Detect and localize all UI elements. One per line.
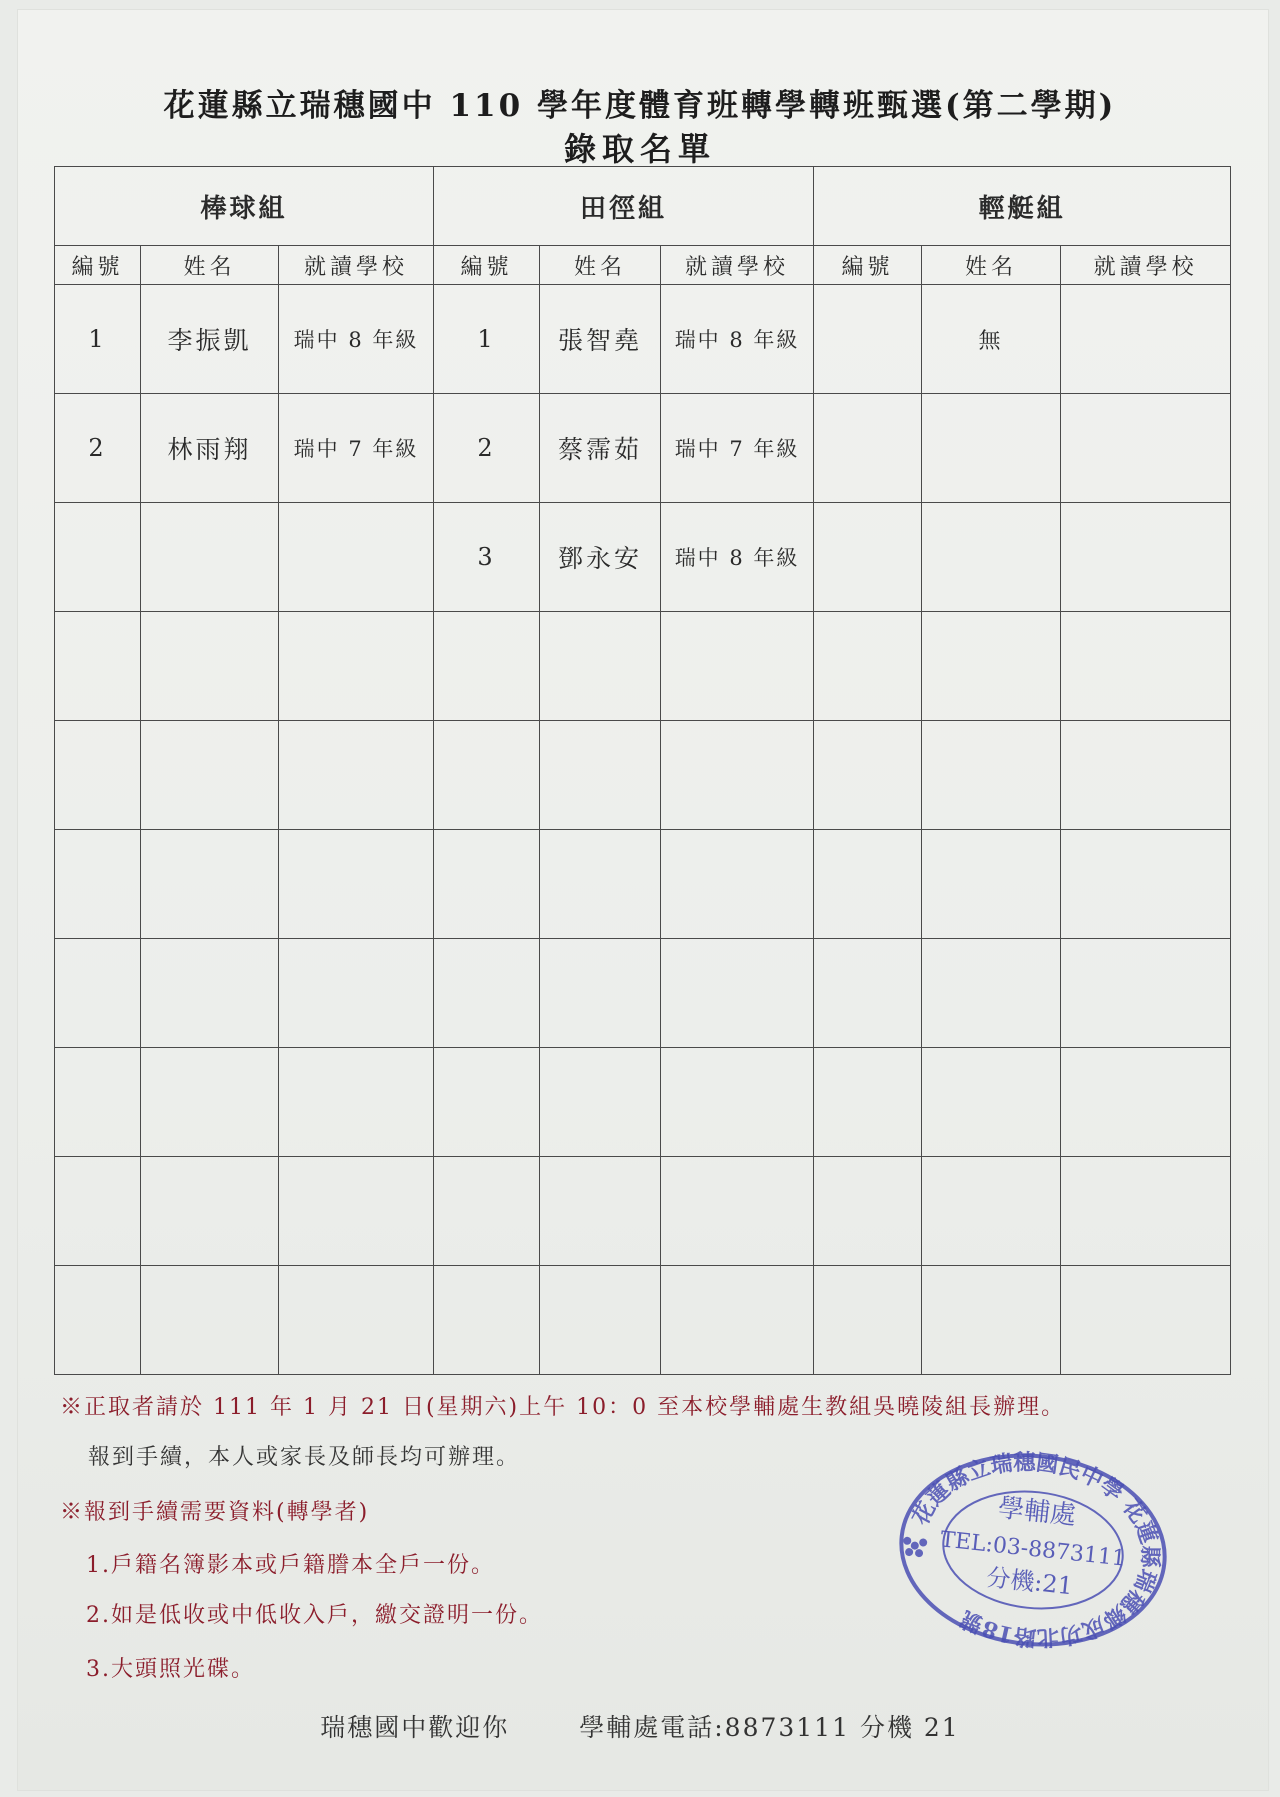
column-header-row bbox=[55, 246, 1231, 285]
empty-row bbox=[55, 830, 1231, 939]
cell-name bbox=[922, 394, 1061, 503]
note-required-doc-item: 3.大頭照光碟。 bbox=[86, 1657, 255, 1682]
footer-welcome: 瑞穗國中歡迎你 bbox=[320, 1713, 510, 1742]
document-title: 花蓮縣立瑞穗國中 110 學年度體育班轉學轉班甄選(第二學期) bbox=[163, 88, 1117, 124]
col-head-number: 編號 bbox=[55, 246, 141, 285]
col-head-name: 姓名 bbox=[141, 246, 279, 285]
cell-number: 1 bbox=[55, 285, 141, 394]
cell-name bbox=[922, 503, 1061, 612]
note-required-doc-item: 1.戶籍名簿影本或戶籍謄本全戶一份。 bbox=[86, 1553, 495, 1578]
cell-school bbox=[279, 503, 434, 612]
group-name-baseball: 棒球組 bbox=[55, 167, 434, 246]
stamp-ring-text: 花蓮縣立瑞穗國民中學 花蓮縣瑞穗鄉成功北路18號 bbox=[907, 1449, 1163, 1651]
cell-name: 蔡霈茹 bbox=[540, 394, 661, 503]
stamp-flower-icon bbox=[902, 1536, 928, 1557]
col-head-number: 編號 bbox=[434, 246, 540, 285]
cell-school bbox=[1061, 394, 1231, 503]
col-head-school: 就讀學校 bbox=[279, 246, 434, 285]
cell-name: 鄧永安 bbox=[540, 503, 661, 612]
cell-school: 瑞中 7 年級 bbox=[661, 394, 814, 503]
cell-school: 瑞中 8 年級 bbox=[661, 285, 814, 394]
admission-table bbox=[54, 166, 1231, 1375]
group-header-row bbox=[55, 167, 1231, 246]
cell-number bbox=[814, 394, 922, 503]
table-row bbox=[55, 285, 1231, 394]
table-row bbox=[55, 503, 1231, 612]
empty-row bbox=[55, 939, 1231, 1048]
col-head-name: 姓名 bbox=[922, 246, 1061, 285]
cell-school bbox=[1061, 285, 1231, 394]
col-head-number: 編號 bbox=[814, 246, 922, 285]
cell-number bbox=[55, 503, 141, 612]
cell-name bbox=[141, 503, 279, 612]
note-registration-who: 報到手續，本人或家長及師長均可辦理。 bbox=[88, 1445, 521, 1470]
cell-number bbox=[814, 503, 922, 612]
col-head-school: 就讀學校 bbox=[661, 246, 814, 285]
cell-number: 1 bbox=[434, 285, 540, 394]
table-row bbox=[55, 394, 1231, 503]
document-subtitle: 錄取名單 bbox=[563, 130, 716, 168]
cell-school: 瑞中 8 年級 bbox=[279, 285, 434, 394]
footer-phone: 學輔處電話:8873111 分機 21 bbox=[579, 1713, 960, 1742]
stamp-phone: TEL:03-8873111 bbox=[939, 1527, 1127, 1572]
stamp-office-name: 學輔處 bbox=[996, 1493, 1078, 1532]
empty-row bbox=[55, 721, 1231, 830]
note-required-doc-item: 2.如是低收或中低收入戶，繳交證明一份。 bbox=[86, 1603, 543, 1628]
group-name-track: 田徑組 bbox=[434, 167, 814, 246]
col-head-school: 就讀學校 bbox=[1061, 246, 1231, 285]
empty-row bbox=[55, 1048, 1231, 1157]
cell-school bbox=[1061, 503, 1231, 612]
cell-school: 瑞中 7 年級 bbox=[279, 394, 434, 503]
school-office-stamp bbox=[883, 1436, 1182, 1664]
stamp-extension: 分機:21 bbox=[985, 1563, 1075, 1601]
cell-name: 李振凱 bbox=[141, 285, 279, 394]
empty-row bbox=[55, 612, 1231, 721]
cell-number bbox=[814, 285, 922, 394]
cell-number: 2 bbox=[434, 394, 540, 503]
note-required-docs-heading: ※報到手續需要資料(轉學者) bbox=[60, 1500, 370, 1525]
cell-school: 瑞中 8 年級 bbox=[661, 503, 814, 612]
footer bbox=[0, 1708, 1280, 1744]
group-name-canoe: 輕艇組 bbox=[814, 167, 1231, 246]
cell-number: 3 bbox=[434, 503, 540, 612]
note-registration-time: ※正取者請於 111 年 1 月 21 日(星期六)上午 10：0 至本校學輔處生教組吳曉陵組長辦理。 bbox=[60, 1395, 1066, 1420]
cell-name: 林雨翔 bbox=[141, 394, 279, 503]
cell-number: 2 bbox=[55, 394, 141, 503]
col-head-name: 姓名 bbox=[540, 246, 661, 285]
empty-row bbox=[55, 1266, 1231, 1375]
cell-name: 張智堯 bbox=[540, 285, 661, 394]
cell-name: 無 bbox=[922, 285, 1061, 394]
empty-row bbox=[55, 1157, 1231, 1266]
